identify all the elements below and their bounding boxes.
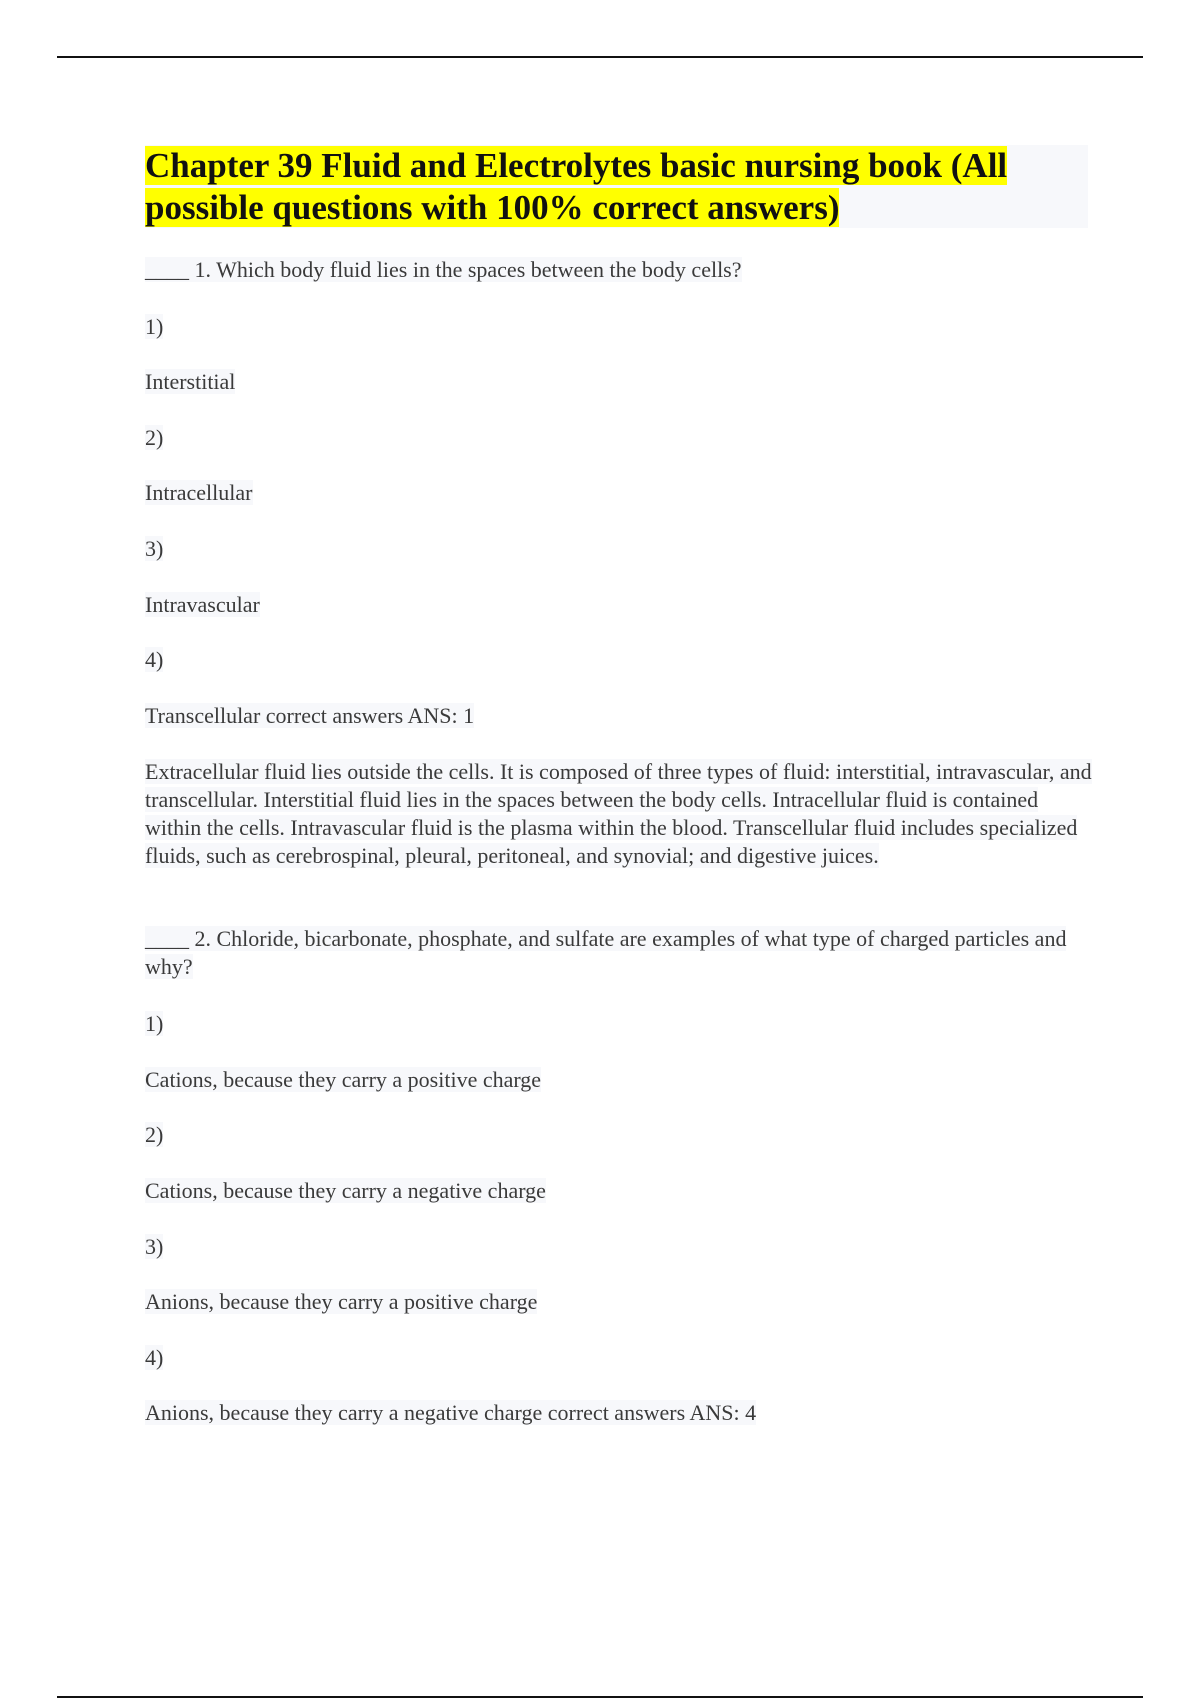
title-block bbox=[145, 145, 1088, 228]
option-number: 2) bbox=[145, 425, 164, 450]
option-text: Cations, because they carry a negative charge bbox=[145, 1178, 546, 1203]
option-number: 3) bbox=[145, 1234, 164, 1259]
option-number: 1) bbox=[145, 314, 164, 339]
question-1-prompt bbox=[145, 256, 742, 284]
option-number: 2) bbox=[145, 1122, 164, 1147]
question-2-prompt bbox=[145, 925, 1075, 981]
question-1-rationale: Extracellular fluid lies outside the cells. It is composed of three types of fluid: interstitial, intravascular, and transcellular. Interstitial fluid lies in the spaces between the body cells. Intracellular fluid is contained within the cells. Intravascular fluid is the plasma within the blood. Transcellular fluid includes specialized fluids, such as cerebrospinal, pleural, peritoneal, and synovial; and digestive juices. bbox=[145, 759, 1092, 868]
bottom-rule bbox=[57, 1696, 1143, 1698]
document-title bbox=[145, 145, 1088, 229]
title-highlight: Chapter 39 Fluid and Electrolytes basic nursing book (All possible questions with 100% correct answers) bbox=[145, 146, 1008, 227]
question-text: 2. Chloride, bicarbonate, phosphate, and sulfate are examples of what type of charged particles and why? bbox=[145, 926, 1067, 979]
question-text: 1. Which body fluid lies in the spaces between the body cells? bbox=[194, 257, 742, 282]
option-text: Interstitial bbox=[145, 369, 236, 394]
option-text: Intravascular bbox=[145, 592, 260, 617]
top-rule bbox=[57, 56, 1143, 58]
option-text-answer: Transcellular correct answers ANS: 1 bbox=[145, 703, 475, 728]
option-text-answer: Anions, because they carry a negative charge correct answers ANS: 4 bbox=[145, 1400, 757, 1425]
answer-blank: ____ bbox=[145, 926, 189, 951]
option-number: 4) bbox=[145, 647, 164, 672]
answer-blank: ____ bbox=[145, 257, 189, 282]
option-text: Cations, because they carry a positive charge bbox=[145, 1067, 542, 1092]
option-number: 1) bbox=[145, 1011, 164, 1036]
option-number: 3) bbox=[145, 536, 164, 561]
option-number: 4) bbox=[145, 1345, 164, 1370]
option-text: Anions, because they carry a positive charge bbox=[145, 1289, 538, 1314]
option-text: Intracellular bbox=[145, 480, 253, 505]
